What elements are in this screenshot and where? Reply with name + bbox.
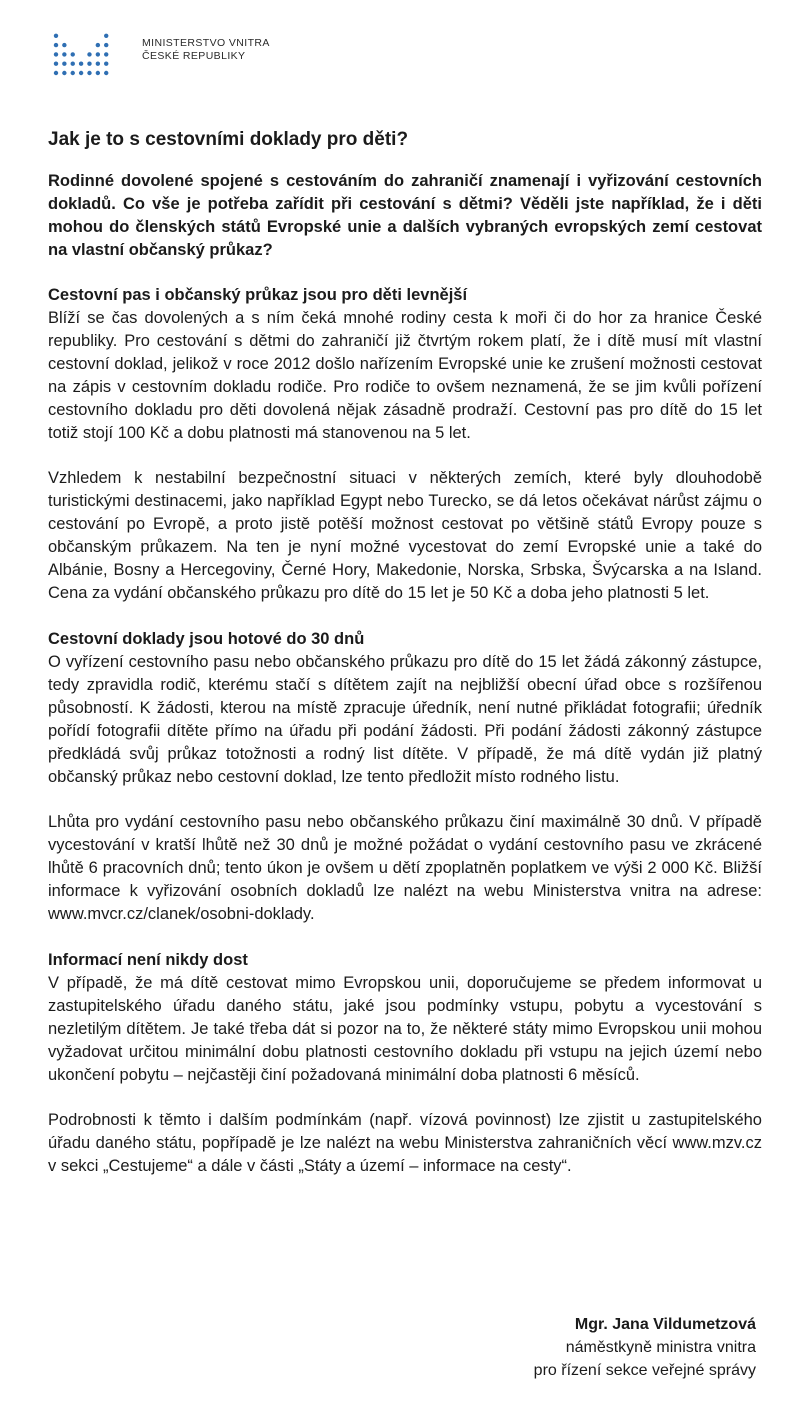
paragraph: V případě, že má dítě cestovat mimo Evropskou unii, doporučujeme se předem informovat u zastupitelského úřadu daného státu, jaké jsou podmínky vstupu, pobytu a vycestování s nezletilým dítětem. Je také třeba dát si pozor na to, že některé státy mimo Evropskou unii mohou vyžadovat určitou minimální dobu platnosti cestovního dokladu při vstupu na jejich území nebo ukončení pobytu – nejčastěji činí požadovaná minimální doba platnosti 6 měsíců. [48, 974, 762, 1084]
logo-dot [87, 52, 91, 56]
signatory-name: Mgr. Jana Vildumetzová [574, 1316, 756, 1333]
logo-dot [104, 52, 108, 56]
logo-dot [104, 62, 108, 66]
logo-dot [87, 71, 91, 75]
section-heading-prices: Cestovní pas i občanský průkaz jsou pro děti levnější [48, 286, 468, 304]
logo-dot [54, 62, 58, 66]
ministry-name-line2: ČESKÉ REPUBLIKY [142, 50, 246, 62]
logo-dot [71, 52, 75, 56]
paragraph: Vzhledem k nestabilní bezpečnostní situaci v některých zemích, které byly dlouhodobě turistickými destinacemi, jako například Egypt nebo Turecko, se dá letos očekávat nárůst zájmu o cestování po Evropě, a proto jistě potěší možnost cestovat po většině států Evropy pouze s občanským průkazem. Na ten je nyní možné vycestovat do zemí Evropské unie a také do Albánie, Bosny a Hercegoviny, Černé Hory, Makedonie, Norska, Srbska, Švýcarska a na Island. Cena za vydání občanského průkazu pro dítě do 15 let je 50 Kč a doba jeho platnosti 5 let. [48, 469, 762, 602]
logo-dot [62, 71, 66, 75]
signatory-role-line1: náměstkyně ministra vnitra [565, 1339, 756, 1356]
logo-dot [62, 62, 66, 66]
logo-dot [79, 62, 83, 66]
paragraph: Podrobnosti k těmto i dalším podmínkám (např. vízová povinnost) lze zjistit u zastupitelského úřadu daného státu, popřípadě je lze nalézt na webu Ministerstva zahraničních věcí www.mzv.cz v sekci „Cestujeme“ a dále v části „Státy a území – informace na cesty“. [48, 1111, 762, 1175]
logo-dot [62, 43, 66, 47]
logo-dot [54, 71, 58, 75]
logo-dot [54, 34, 58, 38]
logo-dot [104, 43, 108, 47]
logo-dot [96, 62, 100, 66]
logo-dot [96, 71, 100, 75]
paragraph: Blíží se čas dovolených a s ním čeká mnohé rodiny cesta k moři či do hor za hranice České republiky. Pro cestování s dětmi do zahraničí již čtvrtým rokem platí, že i dítě musí mít vlastní cestovní doklad, jelikož v roce 2012 došlo nařízením Evropské unie ke zrušení možnosti cestovat na zápis v cestovním dokladu rodiče. Pro rodiče to ovšem neznamená, že se jim kvůli pořízení cestovního dokladu pro děti dovolená nějak zásadně prodraží. Cestovní pas pro dítě do 15 let totiž stojí 100 Kč a dobu platnosti má stanovenou na 5 let. [48, 309, 762, 442]
section-heading-information: Informací není nikdy dost [48, 951, 248, 969]
signature-block [534, 1313, 756, 1382]
logo-dot [54, 43, 58, 47]
logo-dot [54, 52, 58, 56]
lead-paragraph: Rodinné dovolené spojené s cestováním do zahraničí znamenají i vyřizování cestovních dokladů. Co vše je potřeba zařídit při cestování s dětmi? Věděli jste například, že i děti mohou do členských států Evropské unie a dalších vybraných evropských zemí cestovat na vlastní občanský průkaz? [48, 172, 762, 259]
logo-dot [96, 52, 100, 56]
ministry-logo-icon [52, 15, 132, 77]
logo-dot [96, 43, 100, 47]
paragraph: Lhůta pro vydání cestovního pasu nebo občanského průkazu činí maximálně 30 dnů. V případě vycestování v kratší lhůtě než 30 dnů je možné požádat o vydání cestovního pasu ve zkrácené lhůtě 6 pracovních dnů; tento úkon je ovšem u dětí zpoplatněn poplatkem ve výši 2 000 Kč. Bližší informace k vyřizování osobních dokladů lze nalézt na webu Ministerstva vnitra na adrese: www.mvcr.cz/clanek/osobni-doklady. [48, 813, 762, 923]
ministry-name-line1: MINISTERSTVO VNITRA [142, 37, 270, 49]
ministry-name [142, 37, 342, 63]
logo-dot [71, 62, 75, 66]
logo-dot [71, 71, 75, 75]
logo-dot [62, 52, 66, 56]
logo-dot [87, 62, 91, 66]
logo-dot [79, 71, 83, 75]
section-heading-processing-time: Cestovní doklady jsou hotové do 30 dnů [48, 630, 365, 648]
logo-dot [104, 71, 108, 75]
document-title: Jak je to s cestovními doklady pro děti? [48, 129, 409, 150]
signatory-role-line2: pro řízení sekce veřejné správy [533, 1362, 756, 1379]
paragraph: O vyřízení cestovního pasu nebo občanského průkazu pro dítě do 15 let žádá zákonný zástupce, tedy zpravidla rodič, kterému stačí s dítětem zajít na nejbližší obecní úřad obce s rozšířenou působností. K žádosti, kterou na místě zpracuje úředník, není nutné přikládat fotografii; úředník pořídí fotografii dítěte přímo na úřadu při podání žádosti. Při podání žádosti zákonný zástupce předkládá svůj průkaz totožnosti a rodný list dítěte. V případě, že má dítě vydán již platný občanský průkaz nebo cestovní doklad, lze tento předložit místo rodného listu. [48, 653, 762, 786]
document-body [48, 128, 762, 1200]
logo-dot [104, 34, 108, 38]
